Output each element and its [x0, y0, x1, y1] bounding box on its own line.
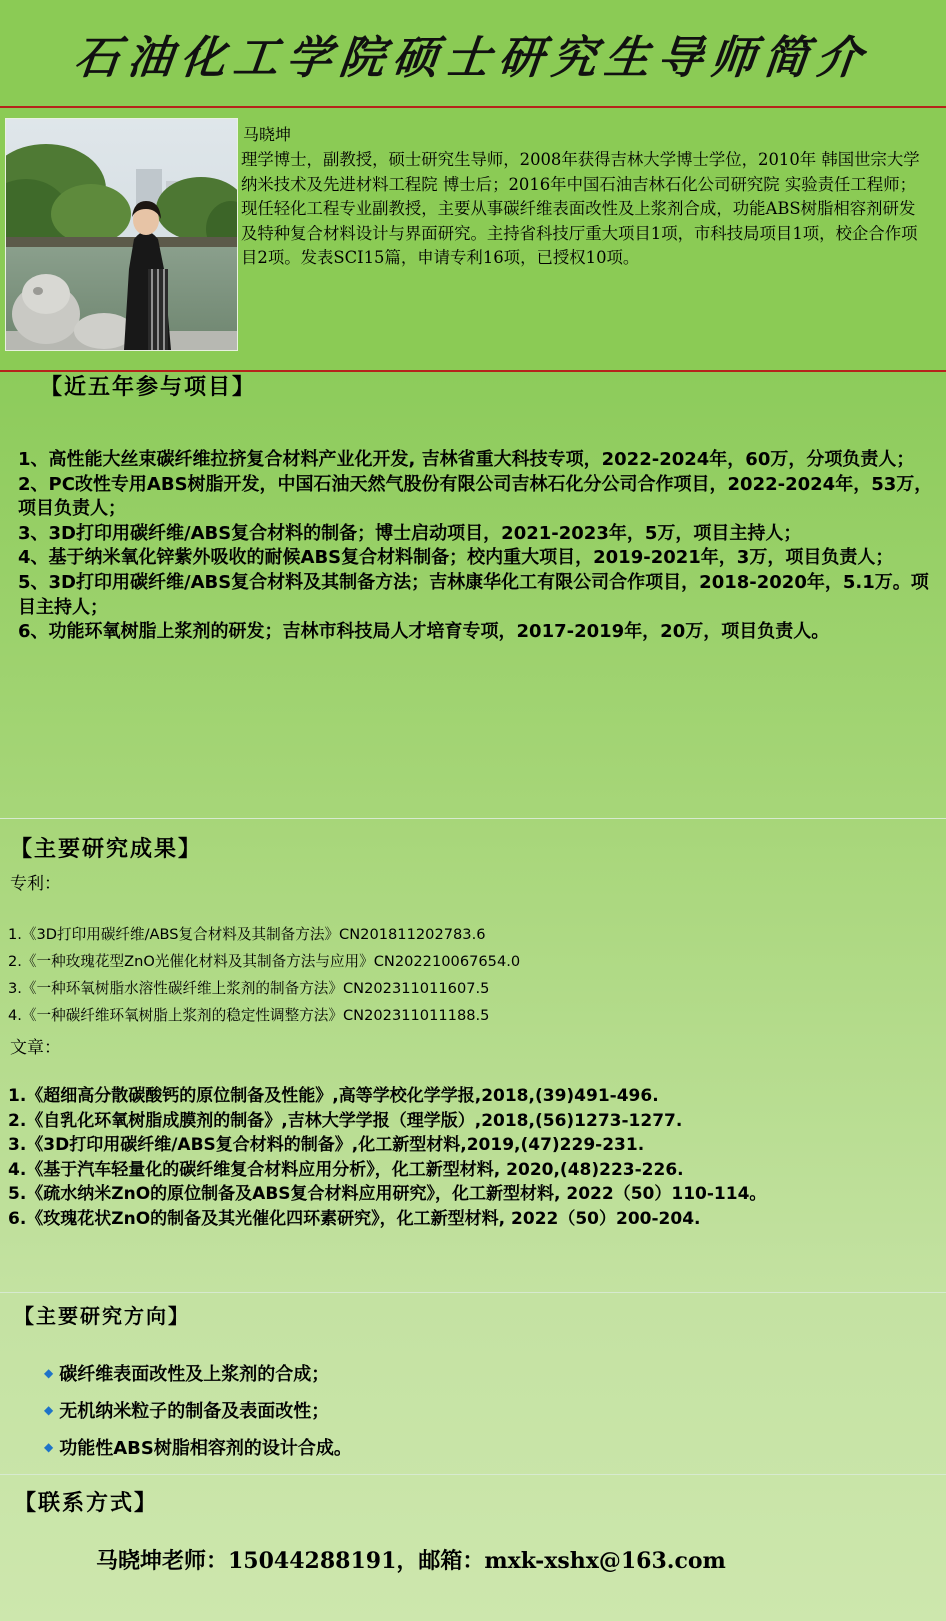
patent-item: 4.《一种碳纤维环氧树脂上浆剂的稳定性调整方法》CN202311011188.5 [8, 1007, 490, 1024]
divider [0, 1292, 946, 1293]
profile-photo-image [6, 119, 237, 350]
patents-label: 专利： [10, 874, 61, 894]
directions-list [44, 1354, 924, 1465]
title-bar [0, 0, 946, 108]
article-item: 6.《玫瑰花状ZnO的制备及其光催化四环素研究》，化工新型材料, 2022（50）200-204. [8, 1208, 701, 1229]
project-item: 3、3D打印用碳纤维/ABS复合材料的制备；博士启动项目，2021-2023年，5万，项目主持人； [18, 522, 802, 544]
article-item: 4.《基于汽车轻量化的碳纤维复合材料应用分析》，化工新型材料, 2020,(48)223-226. [8, 1159, 684, 1180]
results-heading: 【主要研究成果】 [10, 836, 203, 862]
diamond-bullet-icon: ◆ [44, 1439, 54, 1454]
project-item: 2、PC改性专用ABS树脂开发，中国石油天然气股份有限公司吉林石化分公司合作项目，2022-2024年，53万，项目负责人； [18, 473, 933, 520]
patent-item: 2.《一种玫瑰花型ZnO光催化材料及其制备方法与应用》CN202210067654.0 [8, 953, 521, 970]
profile-photo [5, 118, 238, 351]
direction-text: 碳纤维表面改性及上浆剂的合成； [59, 1363, 330, 1385]
patents-list [8, 921, 938, 1029]
project-item: 4、基于纳米氧化锌紫外吸收的耐候ABS复合材料制备；校内重大项目，2019-2021年，3万，项目负责人； [18, 547, 894, 569]
projects-list [18, 448, 936, 645]
divider [0, 818, 946, 819]
diamond-bullet-icon: ◆ [44, 1365, 54, 1380]
contact-info: 马晓坤老师：15044288191，邮箱：mxk-xshx@163.com [96, 1548, 726, 1574]
bio-section [0, 108, 946, 372]
contact-heading: 【联系方式】 [14, 1491, 159, 1516]
project-item: 1、高性能大丝束碳纤维拉挤复合材料产业化开发, 吉林省重大科技专项，2022-2024年，60万，分项负责人； [18, 449, 915, 470]
project-item: 6、功能环氧树脂上浆剂的研发；吉林市科技局人才培育专项，2017-2019年，20万，项目负责人。 [18, 621, 830, 643]
article-item: 1.《超细高分散碳酸钙的原位制备及性能》,高等学校化学学报,2018,(39)491-496. [8, 1086, 659, 1106]
patent-item: 1.《3D打印用碳纤维/ABS复合材料及其制备方法》CN201811202783.6 [8, 926, 486, 943]
articles-list [8, 1084, 940, 1231]
project-item: 5、3D打印用碳纤维/ABS复合材料及其制备方法；吉林康华化工有限公司合作项目，2018-2020年，5.1万。项目主持人； [18, 571, 929, 618]
article-item: 2.《自乳化环氧树脂成膜剂的制备》,吉林大学学报（理学版）,2018,(56)1273-1277. [8, 1110, 683, 1131]
article-item: 3.《3D打印用碳纤维/ABS复合材料的制备》,化工新型材料,2019,(47)229-231. [8, 1135, 645, 1155]
advisor-name: 马晓坤 [243, 125, 292, 144]
direction-item [44, 1391, 924, 1428]
direction-text: 功能性ABS树脂相容剂的设计合成。 [59, 1437, 352, 1459]
direction-item [44, 1428, 924, 1465]
direction-text: 无机纳米粒子的制备及表面改性； [59, 1400, 330, 1422]
page-title: 石油化工学院硕士研究生导师简介 [72, 30, 873, 84]
patent-item: 3.《一种环氧树脂水溶性碳纤维上浆剂的制备方法》CN202311011607.5 [8, 980, 490, 997]
diamond-bullet-icon: ◆ [44, 1402, 54, 1417]
articles-label: 文章： [10, 1038, 61, 1058]
bio-text: 理学博士，副教授，硕士研究生导师，2008年获得吉林大学博士学位，2010年 韩国世宗大学 纳米技术及先进材料工程院 博士后；2016年中国石油吉林石化公司研究院 实验责任工程师； 现任轻化工程专业副教授，主要从事碳纤维表面改性及上浆剂合成，功能ABS树脂相容剂研发及特种复合材料设计与界面研究。主持省科技厅重大项目1项，市科技局项目1项，校企合作项目2项。发表SCI15篇，申请专利16项，已授权10项。 [241, 150, 920, 267]
divider [0, 1474, 946, 1475]
direction-item [44, 1354, 924, 1391]
projects-heading: 【近五年参与项目】 [40, 374, 257, 400]
article-item: 5.《疏水纳米ZnO的原位制备及ABS复合材料应用研究》，化工新型材料, 2022（50）110-114。 [8, 1184, 767, 1204]
directions-heading: 【主要研究方向】 [14, 1304, 190, 1328]
